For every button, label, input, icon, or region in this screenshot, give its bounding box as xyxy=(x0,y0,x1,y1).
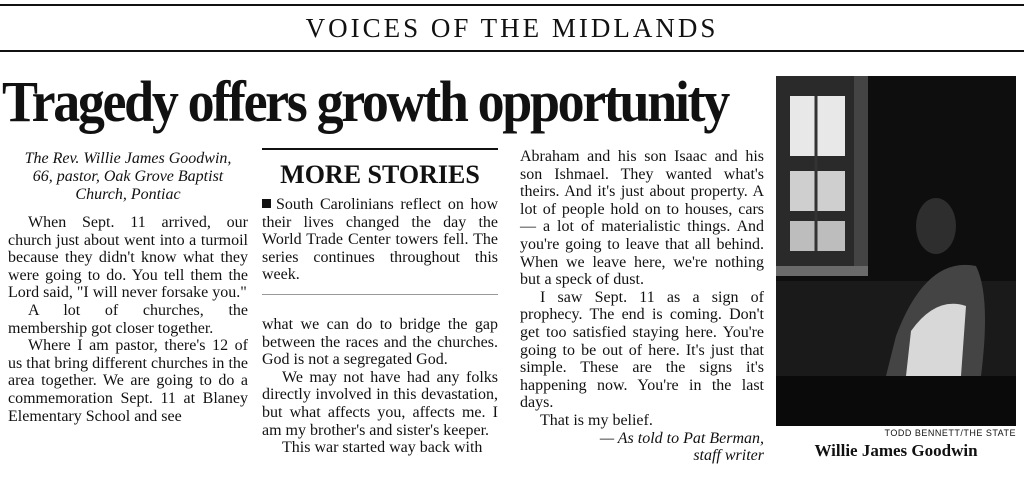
byline-details: 66, pastor, Oak Grove Baptist xyxy=(32,168,224,185)
paragraph: This war started way back with xyxy=(282,439,483,457)
more-stories-title: MORE STORIES xyxy=(280,160,480,189)
byline-name: The Rev. Willie James Goodwin, xyxy=(24,150,232,167)
paragraph: That is my belief. xyxy=(540,411,653,429)
article-credit: — As told to Pat Berman, xyxy=(599,429,764,447)
photo-credit: TODD BENNETT/THE STATE xyxy=(884,428,1016,438)
portrait-image xyxy=(776,76,1016,426)
paragraph: We may not have had any folks directly involved in this devastation, but what affects you, affects me. I am my brother's and sister's keeper. xyxy=(262,368,498,439)
paragraph: When Sept. 11 arrived, our church just about went into a turmoil because they didn't know what they were going to do. You tell them the Lord said, "I will never forsake you." xyxy=(8,214,248,302)
paragraph: A lot of churches, the membership got closer together. xyxy=(8,301,248,337)
more-stories-box xyxy=(262,148,498,295)
article-column-1 xyxy=(8,214,248,425)
article-column-2 xyxy=(262,316,498,457)
byline-church: Church, Pontiac xyxy=(75,186,181,203)
article-credit-role: staff writer xyxy=(693,447,764,465)
headline: Tragedy offers growth opportunity xyxy=(2,69,728,134)
section-title: VOICES OF THE MIDLANDS xyxy=(305,13,719,43)
byline xyxy=(8,150,248,204)
bullet-square-icon xyxy=(262,199,271,208)
paragraph: Abraham and his son Isaac and his son Ishmael. They wanted what's theirs. And it's just about property. A lot of people hold on to houses, cars — a lot of materialistic things. And you're going to leave that all behind. When we leave here, we're nothing but a speck of dust. xyxy=(520,148,764,289)
paragraph: Where I am pastor, there's 12 of us that bring different churches in the area together. We are going to do a commemoration Sept. 11 at Blaney Elementary School and see xyxy=(8,337,248,425)
more-stories-text: South Carolinians reflect on how their lives changed the day the World Trade Center towers fell. The series continues throughout this week. xyxy=(262,196,498,284)
portrait-photo xyxy=(776,76,1016,426)
more-stories-text-block xyxy=(262,196,498,294)
paragraph: what we can do to bridge the gap between the races and the churches. God is not a segregated God. xyxy=(262,316,498,369)
section-rule xyxy=(0,50,1024,52)
photo-caption: Willie James Goodwin xyxy=(814,441,978,460)
article-column-3 xyxy=(520,148,764,465)
paragraph: I saw Sept. 11 as a sign of prophecy. The end is coming. Don't get too satisfied staying here. You're going to be out of here. It's just that simple. These are the signs it's happening now. You're in the last days. xyxy=(520,288,764,412)
